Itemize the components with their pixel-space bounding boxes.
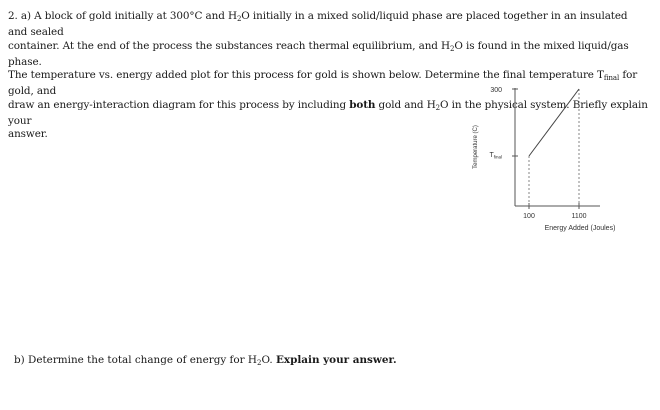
bold-text: both — [349, 98, 376, 111]
subscript: final — [603, 74, 620, 83]
text-run: container. At the end of the process the substances reach thermal equilibrium, and H — [8, 39, 451, 52]
text-run: O. — [261, 354, 276, 366]
x-tick-label-1100: 1100 — [571, 213, 587, 220]
problem-b-line — [14, 354, 397, 370]
bold-text: Explain your answer. — [275, 354, 397, 366]
subscript: 2 — [450, 44, 455, 53]
x-tick-label-100: 100 — [523, 213, 535, 220]
problem-number: 2. — [8, 10, 18, 22]
text-run: b) Determine the total change of energy for H — [14, 354, 257, 366]
tfinal-sub: final — [493, 154, 502, 160]
problem-line-2 — [8, 40, 648, 70]
subscript: 2 — [256, 359, 262, 367]
y-axis-label: Temperature (C) — [473, 125, 479, 169]
y-tick-label-300: 300 — [490, 87, 502, 94]
text-run: for gold, and — [8, 69, 638, 98]
text-run: O in the physical system. Briefly explain your — [8, 98, 648, 128]
y-tick-label-tfinal — [489, 152, 502, 160]
text-run: answer. — [8, 128, 48, 141]
text-run: draw an energy-interaction diagram for this process by including — [8, 98, 350, 111]
problem-2b — [14, 354, 397, 370]
text-run: O is found in the mixed liquid/gas phase. — [8, 39, 629, 68]
temperature-energy-chart — [440, 72, 660, 252]
subscript: 2 — [236, 15, 242, 23]
text-run: a) A block of gold initially at 300°C and H — [20, 10, 237, 22]
text-run: O initially in a mixed solid/liquid phase are placed together in an insulated and sealed — [8, 10, 628, 39]
text-run: gold and H — [375, 98, 436, 111]
problem-line-1 — [8, 10, 648, 40]
subscript: 2 — [435, 103, 441, 112]
text-run: The temperature vs. energy added plot for this process for gold is shown below. Determine the final temperature T — [8, 69, 604, 82]
x-axis-label: Energy Added (Joules) — [544, 225, 616, 232]
tfinal-main: T — [489, 152, 494, 159]
chart-svg — [440, 72, 660, 252]
series-line — [529, 89, 579, 156]
